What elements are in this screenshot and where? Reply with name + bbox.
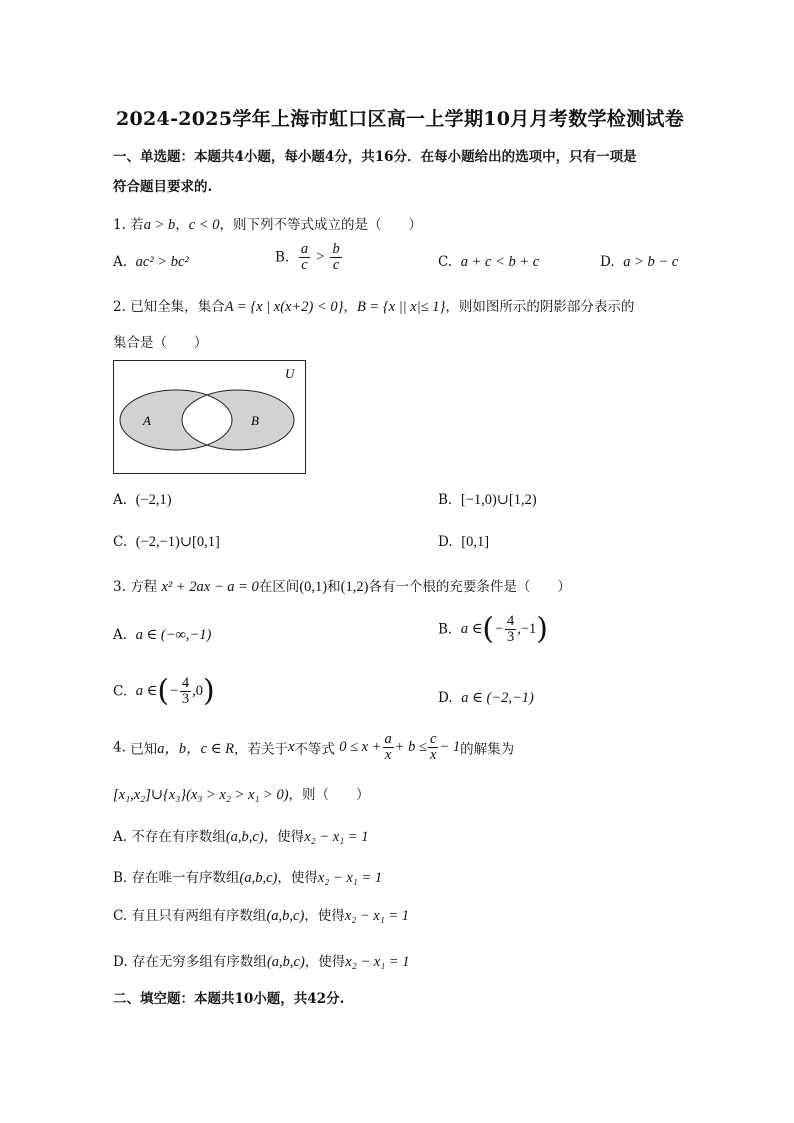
- option-label: B.: [438, 492, 453, 508]
- venn-diagram: [113, 360, 306, 474]
- question-text: 的解集为: [460, 741, 515, 758]
- operator: >: [315, 249, 326, 266]
- math-expression: x: [287, 739, 295, 756]
- option-text: 存在唯一有序数组: [131, 870, 240, 886]
- venn-label-b: B: [251, 413, 259, 428]
- option-math: a ∈ (−2,−1): [461, 690, 534, 706]
- question-text: 不等式: [294, 741, 335, 758]
- option-label: C.: [113, 908, 128, 924]
- option-text: ，使得: [277, 870, 318, 886]
- math-expression: (0,1): [299, 579, 328, 595]
- option-label: D.: [438, 534, 453, 550]
- q4-option-d[interactable]: [113, 950, 410, 971]
- option-math: x₂ − x₁ = 1: [317, 870, 383, 886]
- numerator: a: [300, 241, 309, 257]
- section-1-heading-line-2: 符合题目要求的.: [113, 179, 213, 195]
- q3-option-d[interactable]: [438, 690, 534, 707]
- option-label: A.: [113, 254, 128, 270]
- option-label: B.: [438, 621, 453, 638]
- question-3-stem: [113, 575, 571, 596]
- fraction: [330, 242, 341, 273]
- q4-option-c[interactable]: [113, 904, 409, 925]
- question-4-stem-line-2: [113, 783, 370, 804]
- section-2-heading: 二、填空题：本题共10小题，共42分.: [113, 991, 345, 1007]
- math-expression: A = {x | x(x+2) < 0}: [224, 299, 344, 315]
- question-number: 2.: [113, 299, 126, 315]
- question-text: 已知: [130, 741, 158, 758]
- option-math: ,−1: [517, 621, 537, 638]
- question-text: ，则如图所示的阴影部分表示的: [445, 299, 635, 315]
- numerator: c: [430, 731, 437, 747]
- numerator: b: [332, 241, 340, 257]
- venn-label-u: U: [285, 366, 295, 381]
- denominator: c: [301, 257, 308, 274]
- option-math: a ∈ (−∞,−1): [135, 627, 212, 643]
- q2-option-a[interactable]: [113, 492, 172, 509]
- q3-option-b[interactable]: [438, 611, 548, 647]
- right-paren: ): [536, 611, 548, 647]
- math-expression: c < 0: [188, 217, 220, 233]
- question-4-stem: [113, 732, 514, 763]
- question-text: 若: [130, 217, 144, 233]
- question-text: ，则（ ）: [288, 787, 370, 803]
- section-1-heading-line-1: 一、单选题：本题共4小题，每小题4分，共16分．在每小题给出的选项中，只有一项是: [113, 149, 637, 165]
- option-text: 不存在有序数组: [131, 829, 226, 845]
- denominator: x: [384, 747, 392, 764]
- math-expression: − 1: [439, 739, 461, 756]
- option-text: ，使得: [263, 829, 305, 845]
- question-text: 已知全集，集合: [130, 299, 225, 315]
- question-number: 1.: [113, 217, 126, 233]
- denominator: c: [332, 257, 340, 274]
- q1-option-c[interactable]: [438, 254, 539, 271]
- numerator: 4: [506, 613, 515, 629]
- option-label: D.: [438, 690, 453, 706]
- question-text: 各有一个根的充要条件是（ ）: [368, 579, 571, 595]
- option-text: ，使得: [304, 954, 346, 970]
- punctuation: ，: [343, 299, 357, 315]
- math-expression: + b ≤: [394, 739, 428, 756]
- option-math: (a,b,c): [225, 829, 264, 845]
- denominator: 3: [181, 691, 190, 708]
- question-text: 在区间: [258, 579, 300, 595]
- question-number: 4.: [113, 739, 126, 756]
- question-text: ，若关于: [233, 741, 288, 758]
- option-math: a > b − c: [623, 254, 679, 270]
- question-text: 和: [327, 579, 341, 595]
- math-expression: a > b: [143, 217, 176, 233]
- page-title: 2024-2025学年上海市虹口区高一上学期10月月考数学检测试卷: [116, 108, 684, 130]
- right-paren: ): [202, 673, 215, 709]
- math-expression: B = {x || x|≤ 1}: [356, 299, 446, 315]
- question-2-stem: [113, 295, 634, 316]
- q2-option-b[interactable]: [438, 492, 537, 509]
- option-label: B.: [275, 249, 290, 266]
- option-math: (a,b,c): [266, 954, 305, 970]
- question-text: 方程: [130, 579, 158, 595]
- question-2-stem-line-2: 集合是（ ）: [113, 335, 208, 351]
- option-label: A.: [113, 627, 128, 643]
- option-math: a ∈: [460, 621, 483, 638]
- option-label: C.: [113, 534, 128, 550]
- math-expression: [x₁,x₂]∪{x₃}(x₃ > x₂ > x₁ > 0): [113, 787, 289, 803]
- math-expression: a，b，c ∈ R: [157, 741, 234, 758]
- option-label: A.: [113, 829, 128, 845]
- option-label: D.: [600, 254, 615, 270]
- option-label: B.: [113, 870, 128, 886]
- option-math: ac² > bc²: [135, 254, 189, 270]
- numerator: a: [384, 731, 392, 747]
- venn-label-a: A: [143, 413, 151, 428]
- fraction: [383, 732, 394, 763]
- math-expression: (1,2): [340, 579, 369, 595]
- option-math: a ∈: [135, 683, 158, 700]
- minus-sign: −: [494, 621, 504, 638]
- option-math: a + c < b + c: [460, 254, 540, 270]
- minus-sign: −: [169, 683, 179, 700]
- fraction: [299, 242, 310, 273]
- option-label: D.: [113, 954, 128, 970]
- option-math: (−2,1): [135, 492, 172, 508]
- option-math: (a,b,c): [239, 870, 278, 886]
- q3-option-c[interactable]: [113, 673, 215, 709]
- q1-option-d[interactable]: [600, 254, 678, 271]
- left-paren: (: [482, 611, 495, 647]
- punctuation: ，: [175, 217, 189, 233]
- option-text: ，使得: [304, 908, 345, 924]
- option-math: (−2,−1)∪[0,1]: [135, 534, 220, 550]
- q1-option-b[interactable]: [275, 242, 343, 273]
- option-math: x₂ − x₁ = 1: [344, 908, 410, 924]
- option-math: x₂ − x₁ = 1: [345, 954, 410, 970]
- option-text: 有且只有两组有序数组: [131, 908, 267, 924]
- q2-option-d[interactable]: [438, 534, 489, 551]
- option-math: x₂ − x₁ = 1: [304, 829, 369, 845]
- q3-option-a[interactable]: [113, 627, 211, 644]
- option-text: 存在无穷多组有序数组: [131, 954, 267, 970]
- math-expression: x² + 2ax − a = 0: [161, 579, 259, 595]
- numerator: 4: [181, 675, 190, 691]
- q4-option-a[interactable]: [113, 825, 368, 846]
- denominator: 3: [506, 629, 515, 646]
- fraction: [505, 614, 516, 645]
- math-expression: 0 ≤ x +: [339, 739, 382, 756]
- q4-option-b[interactable]: [113, 866, 382, 887]
- question-1-stem: [113, 213, 422, 234]
- option-label: C.: [438, 254, 453, 270]
- fraction: [428, 732, 438, 763]
- option-math: [−1,0)∪[1,2): [460, 492, 537, 508]
- question-number: 3.: [113, 579, 126, 595]
- option-math: (a,b,c): [266, 908, 305, 924]
- option-label: A.: [113, 492, 128, 508]
- left-paren: (: [157, 673, 170, 709]
- denominator: x: [430, 747, 437, 764]
- option-math: ,0: [192, 683, 203, 700]
- question-text: ，则下列不等式成立的是（ ）: [219, 217, 422, 233]
- fraction: [180, 676, 191, 707]
- option-math: [0,1]: [461, 534, 490, 550]
- q1-option-a[interactable]: [113, 254, 189, 271]
- option-label: C.: [113, 683, 128, 700]
- q2-option-c[interactable]: [113, 534, 220, 551]
